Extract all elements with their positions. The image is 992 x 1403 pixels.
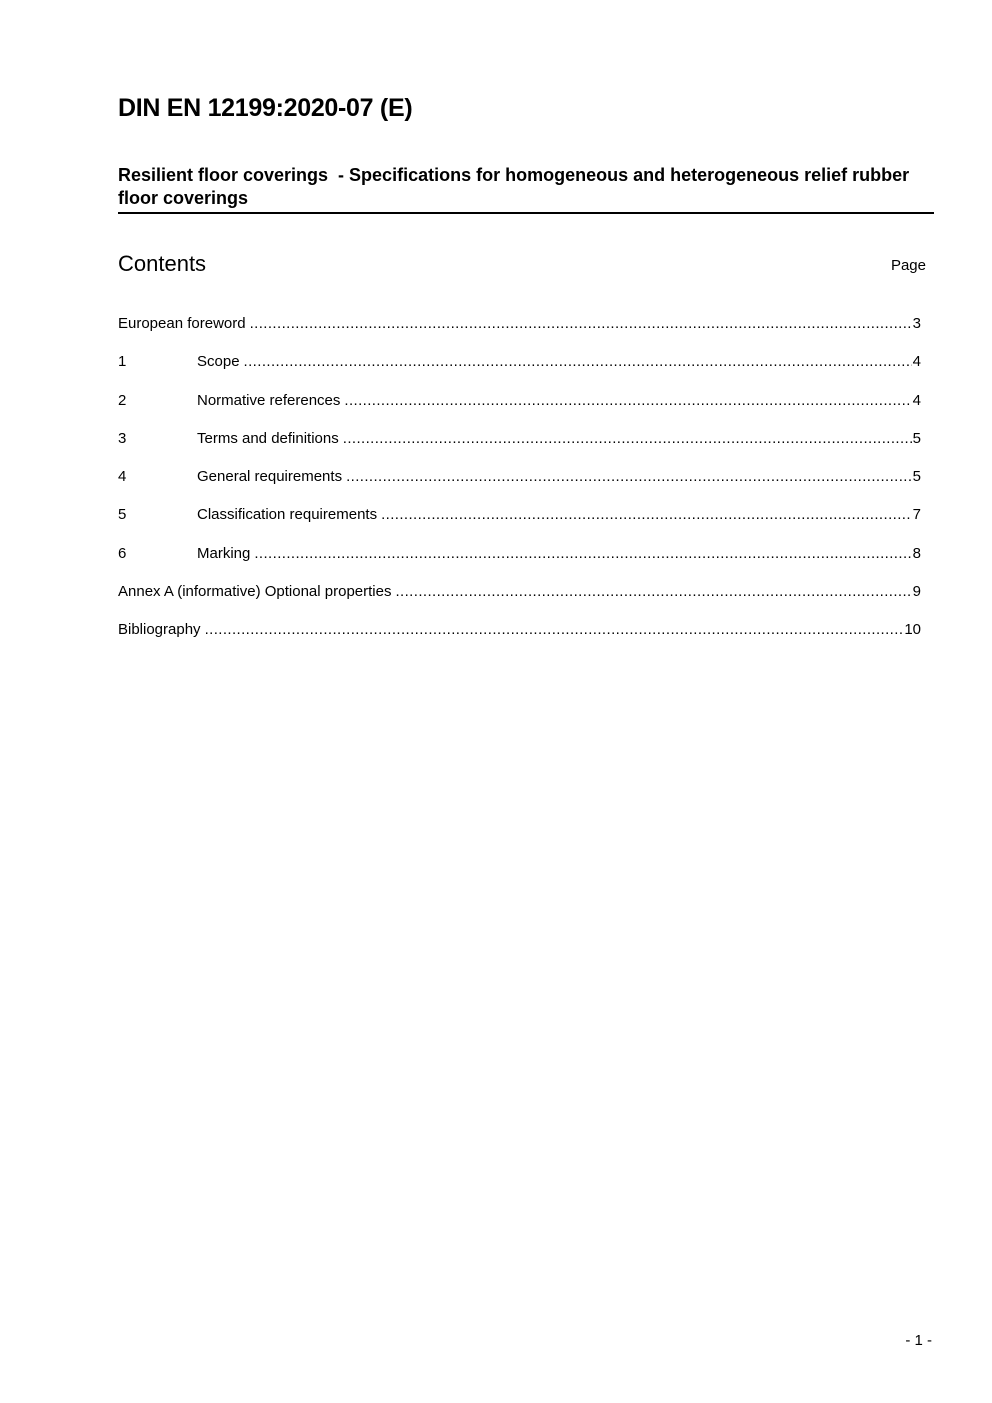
toc-dot-leader (205, 621, 904, 638)
toc-entry-number: 6 (118, 544, 127, 562)
toc-entry-terms-and-definitions[interactable] (118, 430, 921, 468)
toc-entry-european-foreword[interactable] (118, 315, 921, 353)
toc-entry-label: Annex A (informative) Optional properties (118, 583, 392, 601)
toc-entry-label: General requirements (197, 468, 343, 486)
toc-entry-marking[interactable] (118, 545, 921, 583)
toc-entry-page: 5 (912, 468, 921, 486)
toc-entry-annex-a[interactable] (118, 583, 921, 621)
toc-dot-leader (250, 315, 912, 332)
toc-entry-label: Marking (197, 544, 251, 562)
toc-entry-label: European foreword (118, 315, 246, 332)
toc-entry-page: 3 (912, 315, 921, 332)
toc-entry-number: 4 (118, 468, 127, 486)
toc-entry-scope[interactable] (118, 353, 921, 391)
page-number: - 1 - (905, 1332, 932, 1349)
toc-entry-number: 1 (118, 353, 127, 371)
toc-dot-leader (346, 468, 912, 485)
toc-entry-number: 5 (118, 506, 127, 524)
toc-entry-label: Bibliography (118, 621, 201, 639)
toc-dot-leader (344, 392, 911, 409)
toc-entry-general-requirements[interactable] (118, 468, 921, 506)
document-title: Resilient floor coverings - Specifications for homogeneous and heterogeneous relief rubber floor coverings (118, 164, 934, 214)
toc-entry-normative-references[interactable] (118, 392, 921, 430)
table-of-contents (118, 315, 921, 660)
toc-entry-page: 8 (912, 544, 921, 562)
page-column-heading: Page (890, 257, 926, 274)
toc-entry-page: 10 (904, 621, 921, 639)
toc-entry-page: 4 (912, 353, 921, 371)
toc-entry-page: 4 (912, 391, 921, 409)
toc-entry-label: Scope (197, 353, 240, 371)
contents-heading: Contents (118, 251, 207, 276)
document-id: DIN EN 12199:2020-07 (E) (118, 94, 413, 122)
toc-entry-number: 3 (118, 429, 127, 447)
toc-dot-leader (254, 545, 911, 562)
toc-entry-label: Classification requirements (197, 506, 378, 524)
toc-dot-leader (381, 506, 912, 523)
toc-dot-leader (343, 430, 912, 447)
toc-entry-label: Normative references (197, 391, 341, 409)
toc-dot-leader (244, 353, 912, 370)
toc-entry-page: 7 (912, 506, 921, 524)
toc-entry-classification-requirements[interactable] (118, 506, 921, 544)
toc-entry-bibliography[interactable] (118, 621, 921, 659)
toc-entry-page: 9 (912, 583, 921, 601)
toc-entry-number: 2 (118, 391, 127, 409)
toc-entry-page: 5 (912, 429, 921, 447)
toc-dot-leader (395, 583, 911, 600)
toc-entry-label: Terms and definitions (197, 429, 339, 447)
